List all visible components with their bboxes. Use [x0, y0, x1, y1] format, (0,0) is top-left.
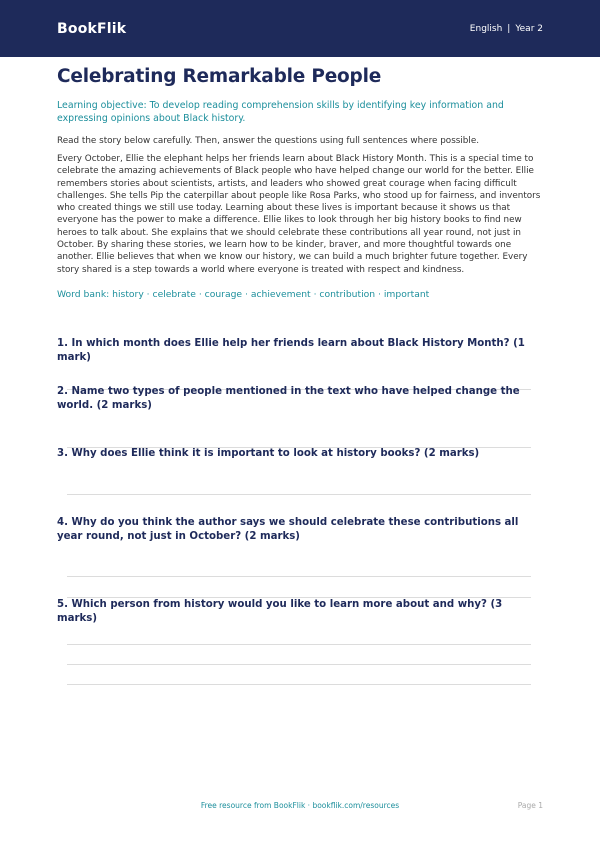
answer-line[interactable]: [67, 576, 531, 577]
question-3: 3. Why does Ellie think it is important to look at history books? (2 marks): [57, 448, 480, 459]
question-2: 2. Name two types of people mentioned in the text who have helped change the world. (2 marks): [57, 386, 520, 411]
question-5: 5. Which person from history would you like to learn more about and why? (3 marks): [57, 599, 503, 624]
question-4: 4. Why do you think the author says we should celebrate these contributions all year round, not just in October? (2 marks): [57, 517, 519, 542]
page-header: [0, 0, 600, 57]
learning-objective: Learning objective: To develop reading comprehension skills by identifying key information and expressing opinions about Black history.: [57, 100, 504, 124]
answer-line[interactable]: [67, 664, 531, 665]
question-1: 1. In which month does Ellie help her friends learn about Black History Month? (1 mark): [57, 338, 525, 363]
subject-label: English: [469, 23, 503, 34]
year-label: Year 2: [515, 23, 543, 34]
story-text: Every October, Ellie the elephant helps her friends learn about Black History Month. This is a special time to celebrate the amazing achievements of Black people who have helped change our world for the better. Ellie remembers stories about scientists, artists, and leaders who showed great courage when facing difficult challenges. She tells Pip the caterpillar about people like Rosa Parks, who stood up for fairness, and inventors who created things we still use today. Learning about these lives is important because it shows us that everyone has the power to make a difference. Ellie likes to look through her big history books to find new heroes to talk about. She explains that we should celebrate these contributions all year round, not just in October. By sharing these stories, we learn how to be kinder, braver, and more thoughtful towards one another. Ellie believes that when we know our history, we can build a much brighter future together. Every story shared is a step towards a world where everyone is treated with respect and kindness.: [57, 154, 541, 275]
brand-logo[interactable]: BookFlik: [57, 20, 127, 37]
header-separator: |: [507, 23, 511, 34]
page-title: Celebrating Remarkable People: [57, 66, 382, 87]
answer-line[interactable]: [67, 684, 531, 685]
page-footer: [0, 801, 600, 813]
worksheet-content: [57, 66, 543, 301]
footer-resource-link[interactable]: Free resource from BookFlik · bookflik.com/resources: [200, 801, 400, 810]
word-bank: Word bank: history · celebrate · courage · achievement · contribution · important: [57, 288, 430, 300]
header-meta: [470, 24, 543, 34]
answer-line[interactable]: [67, 644, 531, 645]
page-number: Page 1: [517, 801, 543, 810]
instructions: Read the story below carefully. Then, answer the questions using full sentences where possible.: [57, 136, 480, 146]
answer-line[interactable]: [67, 494, 531, 495]
